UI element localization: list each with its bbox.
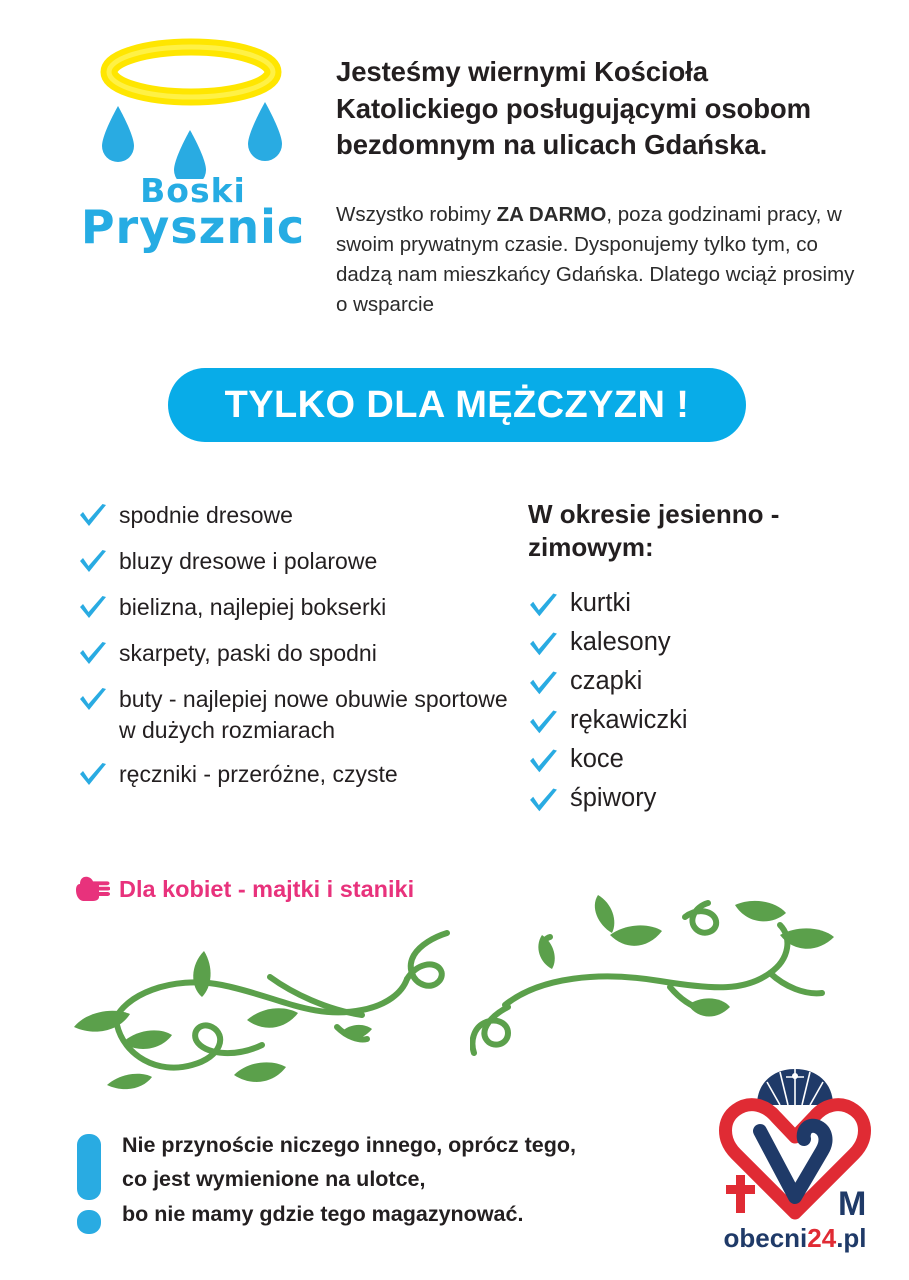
vine-decoration-left-icon — [62, 915, 492, 1110]
check-icon — [528, 593, 559, 623]
check-icon — [78, 763, 108, 791]
check-icon — [78, 596, 108, 624]
pointing-hand-icon — [76, 876, 110, 903]
list-item — [78, 638, 508, 670]
intro-before: Wszystko robimy — [336, 203, 497, 226]
check-icon — [528, 710, 559, 740]
needed-items-list-right — [528, 498, 878, 821]
logo-word-prysznic: Prysznic — [80, 200, 306, 254]
check-icon — [78, 504, 108, 532]
list-item — [78, 592, 508, 624]
list-item — [528, 704, 878, 740]
intro-after: , poza godzinami pracy, w swoim prywatnym czasie. Dysponujemy tylko tym, co dadzą nam mieszkańcy Gdańska. Dlatego wciąż prosimy o wsparcie — [336, 203, 855, 317]
warning-text — [122, 1128, 642, 1231]
needed-items-list-left — [78, 500, 508, 805]
cross-icon — [726, 1175, 755, 1213]
boski-prysznic-logo — [58, 34, 328, 254]
list-item — [528, 782, 878, 818]
list-item-label: czapki — [570, 666, 643, 695]
list-item-label: koce — [570, 744, 624, 773]
list-item-label: bielizna, najlepiej bokserki — [119, 594, 387, 620]
list-item-label: bluzy dresowe i polarowe — [119, 548, 378, 574]
obecni24-logo — [700, 1055, 890, 1255]
warning-line-1: Nie przynoście niczego innego, oprócz tego, — [122, 1133, 576, 1157]
headline: Jesteśmy wiernymi Kościoła Katolickiego posługującymi osobom bezdomnym na ulicach Gdańska. — [336, 56, 811, 161]
check-icon — [528, 671, 559, 701]
list-item-label: skarpety, paski do spodni — [119, 640, 377, 666]
list-item-label: ręczniki - przeróżne, czyste — [119, 761, 398, 788]
women-items-note-label: Dla kobiet - majtki i staniki — [119, 875, 415, 902]
men-only-banner — [168, 368, 746, 442]
logo-wordmark: obecni24.pl — [723, 1223, 867, 1253]
list-item — [78, 500, 508, 532]
list-item-label: spodnie dresowe — [119, 502, 293, 528]
check-icon — [528, 632, 559, 662]
warning-line-3: bo nie mamy gdzie tego magazynować. — [122, 1201, 524, 1226]
winter-season-heading: W okresie jesienno - zimowym: — [528, 499, 780, 563]
check-icon — [528, 749, 559, 779]
halo-and-drops-icon — [58, 34, 328, 179]
warning-line-2: co jest wymienione na ulotce, — [122, 1167, 426, 1192]
intro-paragraph — [336, 200, 856, 321]
list-item — [78, 759, 508, 791]
list-item — [528, 743, 878, 779]
women-items-note — [76, 876, 414, 903]
list-item — [528, 665, 878, 701]
list-item-label: buty - najlepiej nowe obuwie sportowe w dużych rozmiarach — [119, 686, 508, 743]
exclamation-mark-icon — [74, 1134, 104, 1234]
logo-letter-m: M — [838, 1185, 867, 1223]
logo-word-boski: Boski — [140, 171, 246, 210]
check-icon — [78, 688, 108, 716]
intro-bold-za-darmo: ZA DARMO — [496, 203, 607, 226]
list-item — [78, 684, 508, 745]
check-icon — [528, 788, 559, 818]
list-item — [78, 546, 508, 578]
dome-icon — [757, 1069, 833, 1105]
men-only-banner-label: TYLKO DLA MĘŻCZYZN ! — [224, 384, 690, 426]
check-icon — [78, 550, 108, 578]
list-item — [528, 587, 878, 623]
list-item-label: kurtki — [570, 588, 631, 617]
list-item — [528, 626, 878, 662]
list-item-label: kalesony — [570, 627, 671, 656]
check-icon — [78, 642, 108, 670]
list-item-label: rękawiczki — [570, 705, 688, 734]
list-item-label: śpiwory — [570, 783, 657, 812]
vine-decoration-right-icon — [470, 895, 870, 1075]
